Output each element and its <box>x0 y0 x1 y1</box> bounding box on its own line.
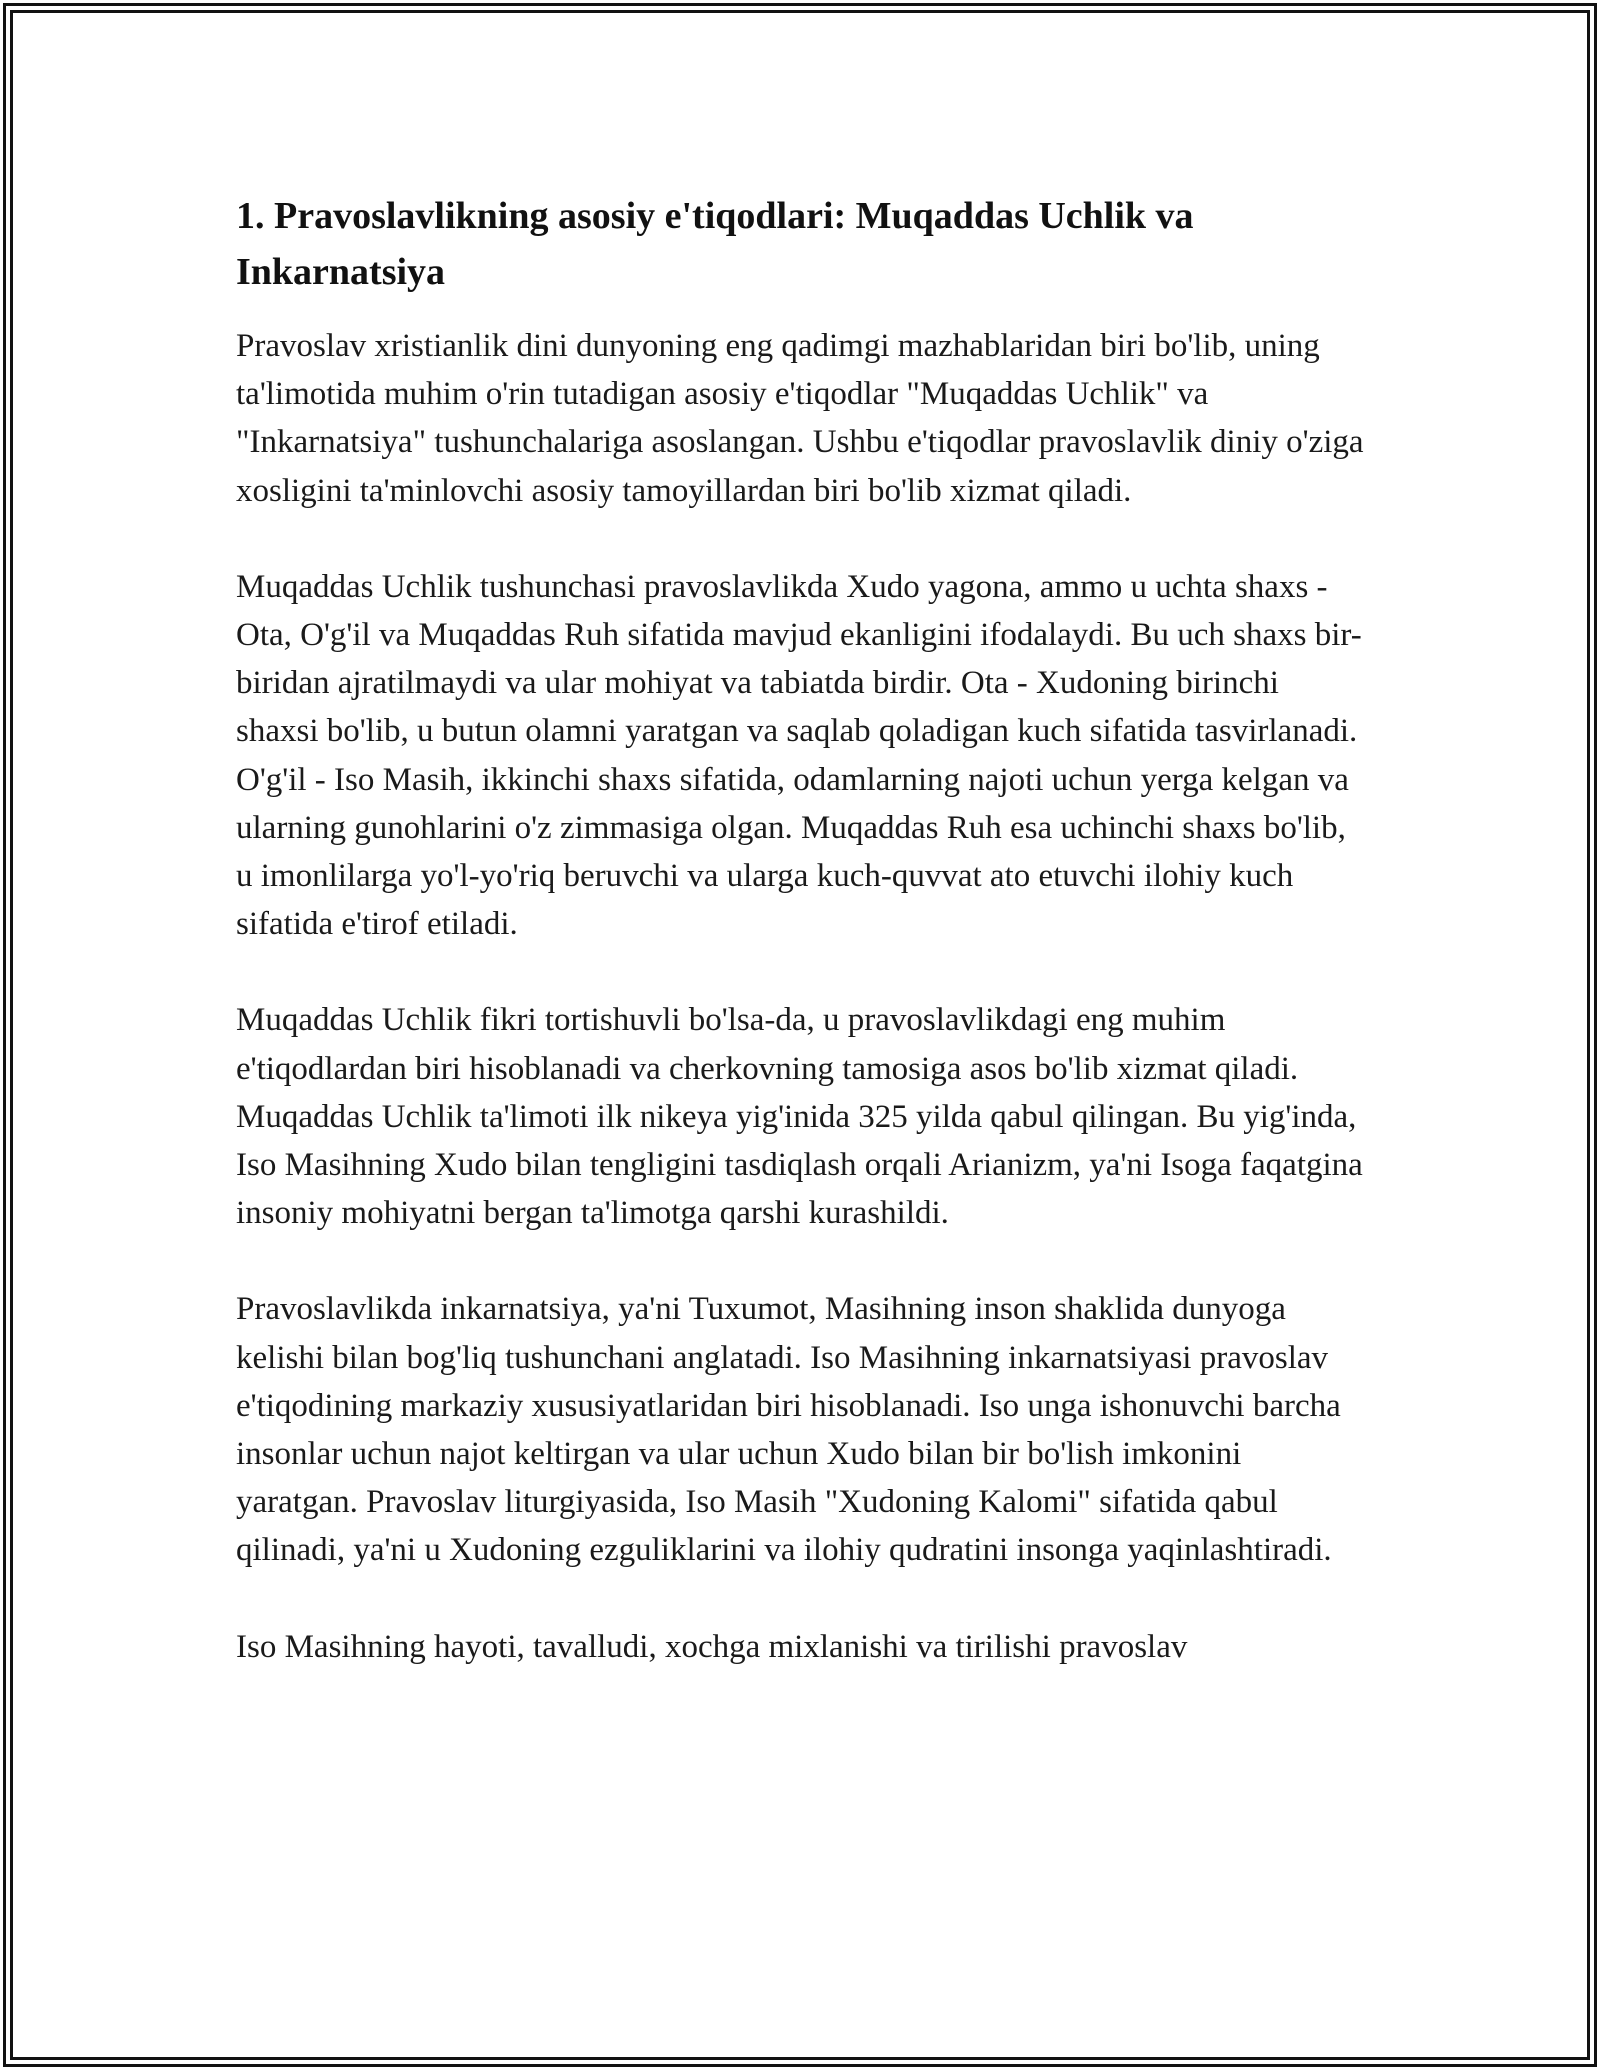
document-body <box>236 188 1366 1719</box>
paragraph-intro: Pravoslav xristianlik dini dunyoning eng qadimgi mazhablaridan biri bo'lib, uning ta'limotida muhim o'rin tutadigan asosiy e'tiqodlar "Muqaddas Uchlik" va "Inkarnatsiya" tushunchalariga asoslangan. Ushbu e'tiqodlar pravoslavlik diniy o'ziga xosligini ta'minlovchi asosiy tamoyillardan biri bo'lib xizmat qiladi. <box>236 328 1364 509</box>
paragraph-incarnation: Pravoslavlikda inkarnatsiya, ya'ni Tuxumot, Masihning inson shaklida dunyoga kelishi bilan bog'liq tushunchani anglatadi. Iso Masihning inkarnatsiyasi pravoslav e'tiqodining markaziy xususiyatlaridan biri hisoblanadi. Iso unga ishonuvchi barcha insonlar uchun najot keltirgan va ular uchun Xudo bilan bir bo'lish imkonini yaratgan. Pravoslav liturgiyasida, Iso Masih "Xudoning Kalomi" sifatida qabul qilinadi, ya'ni u Xudoning ezguliklarini va ilohiy qudratini insonga yaqinlashtiradi. <box>236 1291 1341 1569</box>
paragraph-trinity: Muqaddas Uchlik tushunchasi pravoslavlikda Xudo yagona, ammo u uchta shaxs - Ota, O'g'il va Muqaddas Ruh sifatida mavjud ekanligini ifodalaydi. Bu uch shaxs bir-biridan ajratilmaydi va ular mohiyat va tabiatda birdir. Ota - Xudoning birinchi shaxsi bo'lib, u butun olamni yaratgan va saqlab qoladigan kuch sifatida tasvirlanadi. O'g'il - Iso Masih, ikkinchi shaxs sifatida, odamlarning najoti uchun yerga kelgan va ularning gunohlarini o'z zimmasiga olgan. Muqaddas Ruh esa uchinchi shaxs bo'lib, u imonlilarga yo'l-yo'riq beruvchi va ularga kuch-quvvat ato etuvchi ilohiy kuch sifatida e'tirof etiladi. <box>236 568 1362 943</box>
section-heading: 1. Pravoslavlikning asosiy e'tiqodlari: Muqaddas Uchlik va Inkarnatsiya <box>236 195 1194 293</box>
paragraph-nicaea: Muqaddas Uchlik fikri tortishuvli bo'lsa-da, u pravoslavlikdagi eng muhim e'tiqodlardan biri hisoblanadi va cherkovning tamosiga asos bo'lib xizmat qiladi. Muqaddas Uchlik ta'limoti ilk nikeya yig'inida 325 yilda qabul qilingan. Bu yig'inda, Iso Masihning Xudo bilan tengligini tasdiqlash orqali Arianizm, ya'ni Isoga faqatgina insoniy mohiyatni bergan ta'limotga qarshi kurashildi. <box>236 1002 1363 1232</box>
paragraph-life-of-christ: Iso Masihning hayoti, tavalludi, xochga mixlanishi va tirilishi pravoslav <box>236 1628 1188 1665</box>
